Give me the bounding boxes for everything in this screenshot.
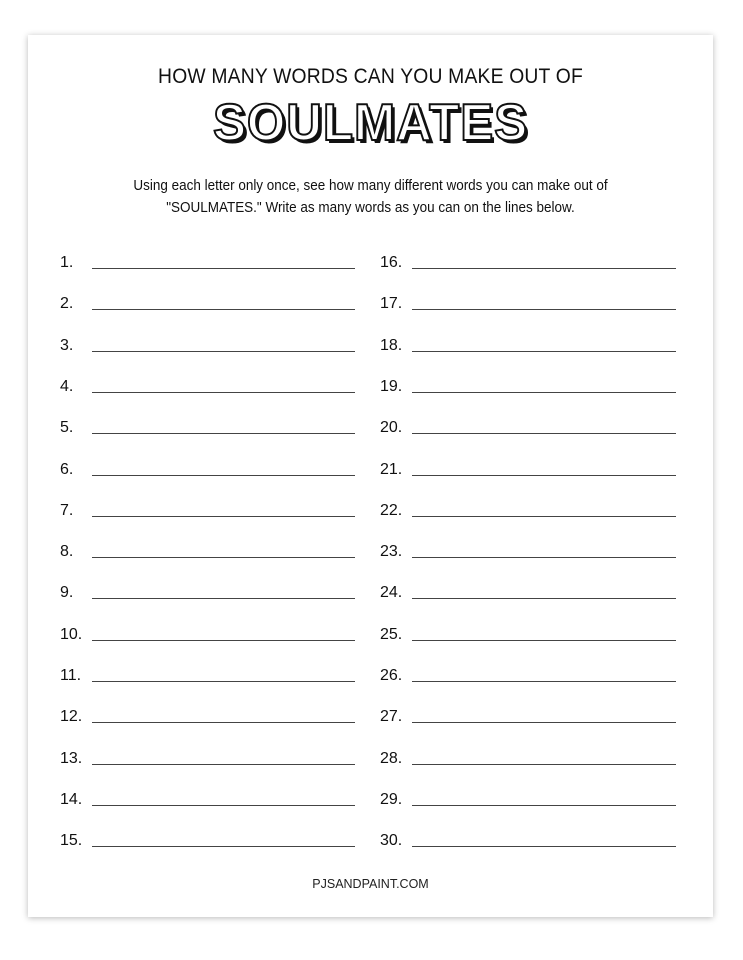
answer-row [60, 251, 355, 271]
row-number: 29. [380, 790, 403, 808]
worksheet-page [28, 35, 713, 917]
answer-row [380, 334, 676, 354]
answer-row [60, 829, 355, 849]
answer-line[interactable] [412, 475, 676, 476]
answer-row [380, 581, 676, 601]
answer-line[interactable] [92, 475, 355, 476]
answer-line[interactable] [412, 764, 676, 765]
answer-line[interactable] [412, 433, 676, 434]
answer-line[interactable] [92, 681, 355, 682]
row-number: 21. [380, 460, 403, 478]
row-number: 11. [60, 667, 82, 684]
answer-line[interactable] [412, 351, 676, 352]
answer-row [380, 375, 676, 395]
row-number: 1. [60, 254, 74, 271]
answer-line[interactable] [412, 640, 676, 641]
answer-row [380, 416, 676, 436]
row-number: 7. [60, 501, 74, 519]
answer-line[interactable] [412, 846, 676, 847]
answer-row [380, 829, 676, 849]
instructions-line-1: Using each letter only once, see how many different words you can make out of [133, 178, 608, 194]
answer-line[interactable] [92, 433, 355, 434]
row-number: 16. [380, 254, 403, 271]
answer-row [380, 747, 676, 767]
answer-row [60, 664, 355, 684]
row-number: 3. [60, 336, 74, 354]
row-number: 23. [380, 543, 403, 561]
answer-row [380, 458, 676, 478]
row-number: 2. [60, 295, 74, 313]
row-number: 15. [60, 832, 83, 850]
answer-line[interactable] [92, 846, 355, 847]
answer-line[interactable] [412, 516, 676, 517]
instructions-line-2: "SOULMATES." Write as many words as you can on the lines below. [166, 200, 575, 216]
row-number: 24. [380, 584, 403, 602]
answer-row [380, 788, 676, 808]
answer-row [60, 705, 355, 725]
answer-line[interactable] [92, 557, 355, 558]
row-number: 4. [60, 377, 74, 395]
answer-line[interactable] [92, 764, 355, 765]
row-number: 13. [60, 749, 83, 767]
row-number: 18. [380, 336, 403, 354]
row-number: 5. [60, 419, 74, 437]
answer-row [60, 499, 355, 519]
answer-row [380, 251, 676, 271]
answer-line[interactable] [412, 557, 676, 558]
answer-row [60, 788, 355, 808]
answer-row [60, 416, 355, 436]
title-word: SOULMATES [212, 94, 529, 152]
row-number: 14. [60, 790, 83, 808]
answer-line[interactable] [412, 598, 676, 599]
answer-row [60, 581, 355, 601]
answer-line[interactable] [92, 640, 355, 641]
row-number: 25. [380, 625, 403, 643]
answer-row [60, 375, 355, 395]
row-number: 22. [380, 501, 403, 519]
answer-line[interactable] [92, 722, 355, 723]
answer-row [60, 540, 355, 560]
row-number: 10. [60, 625, 83, 643]
row-number: 20. [380, 419, 403, 437]
answer-line[interactable] [92, 516, 355, 517]
row-number: 9. [60, 584, 74, 602]
answer-row [60, 747, 355, 767]
worksheet-heading: HOW MANY WORDS CAN YOU MAKE OUT OF [158, 65, 583, 88]
answer-line[interactable] [92, 351, 355, 352]
answer-line[interactable] [412, 268, 676, 269]
answer-line[interactable] [92, 392, 355, 393]
row-number: 30. [380, 832, 403, 850]
answer-row [60, 292, 355, 312]
row-number: 19. [380, 377, 403, 395]
answer-line[interactable] [412, 722, 676, 723]
row-number: 17. [380, 295, 403, 313]
answer-row [380, 664, 676, 684]
row-number: 12. [60, 708, 83, 726]
answer-line[interactable] [412, 805, 676, 806]
row-number: 28. [380, 749, 403, 767]
answer-line[interactable] [92, 805, 355, 806]
answer-line[interactable] [412, 392, 676, 393]
row-number: 26. [380, 667, 403, 684]
row-number: 8. [60, 543, 74, 561]
answer-row [60, 623, 355, 643]
answer-row [380, 540, 676, 560]
instructions [89, 175, 652, 219]
answer-row [380, 705, 676, 725]
answer-line[interactable] [412, 681, 676, 682]
row-number: 27. [380, 708, 403, 726]
answer-line[interactable] [92, 598, 355, 599]
row-number: 6. [60, 460, 74, 478]
answer-line[interactable] [92, 309, 355, 310]
answer-row [60, 334, 355, 354]
answer-row [380, 292, 676, 312]
answer-row [380, 623, 676, 643]
footer-website: PJSANDPAINT.COM [312, 877, 429, 891]
answer-line[interactable] [92, 268, 355, 269]
answer-line[interactable] [412, 309, 676, 310]
answer-row [380, 499, 676, 519]
answer-row [60, 458, 355, 478]
